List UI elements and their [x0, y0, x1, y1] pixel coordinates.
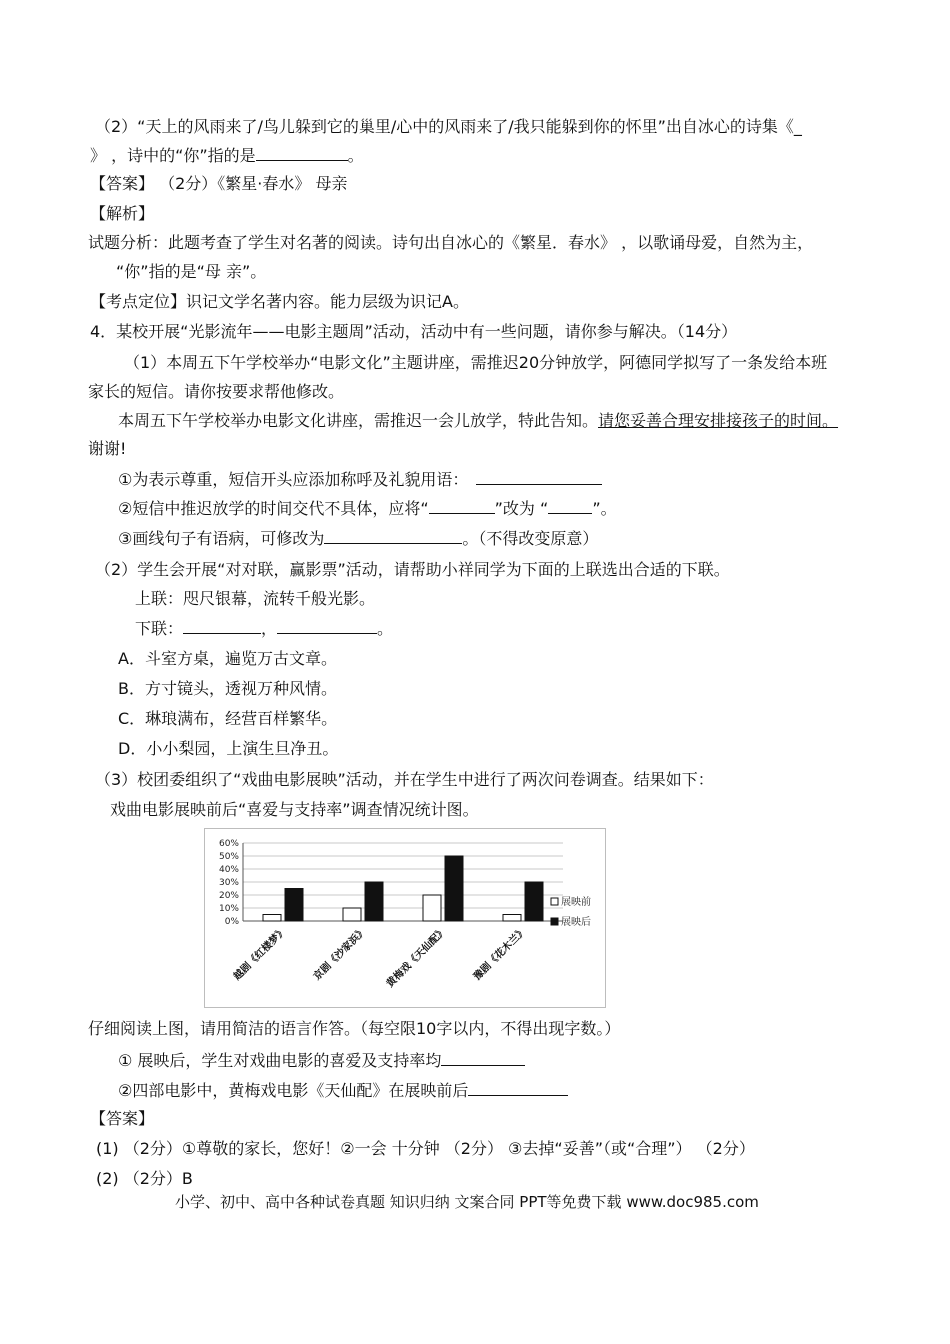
analysis-line1: 试题分析：此题考查了学生对名著的阅读。诗句出自冰心的《繁星．春水》 ，以歌诵母爱，自然为主， [88, 233, 814, 252]
y-tick-label: 40% [218, 865, 239, 875]
q4-p1-line2: 家长的短信。请你按要求帮他修改。 [88, 382, 345, 401]
poem-question-line2-start: 》 ，诗中的“你”指的是 [90, 146, 256, 165]
xialian [135, 617, 393, 640]
category-label: 京剧《沙家浜》 [311, 925, 370, 983]
y-tick-label: 60% [218, 839, 239, 849]
answer-text: （2分）《繁星·春水》 母亲 [159, 174, 348, 193]
y-tick-label: 30% [218, 878, 239, 888]
answer-2-line2: (2) （2分）B [96, 1169, 193, 1188]
chart-question-2-text: ②四部电影中，黄梅戏电影《天仙配》在展映前后 [118, 1081, 469, 1100]
legend-label-after: 展映后 [561, 917, 591, 928]
sms-end: 谢谢! [88, 439, 127, 458]
sub-question-1 [118, 468, 602, 491]
answer-blank[interactable] [441, 1049, 525, 1066]
y-tick-label: 50% [218, 852, 239, 862]
y-tick-label: 20% [218, 891, 239, 901]
sub-question-3-b: 。（不得改变原意） [462, 529, 599, 548]
option-c: C．琳琅满布，经营百样繁华。 [118, 709, 338, 728]
legend-swatch-after [551, 918, 558, 925]
xialian-comma: ， [261, 619, 278, 638]
q4-title: 4．某校开展“光影流年——电影主题周”活动，活动中有一些问题，请你参与解决。（14分） [90, 322, 738, 341]
option-d: D．小小梨园，上演生旦净丑。 [118, 739, 339, 758]
sms-text [118, 410, 838, 432]
q4-p2-title: （2）学生会开展“对对联，赢影票”活动，请帮助小祥同学为下面的上联选出合适的下联。 [95, 560, 730, 579]
sub-question-2-b: ”改为 “ [494, 499, 549, 518]
answer-blank[interactable] [468, 1079, 568, 1096]
sub-question-3 [118, 527, 598, 550]
q4-p3-line1: （3）校团委组织了“戏曲电影展映”活动，并在学生中进行了两次问卷调查。结果如下： [95, 770, 714, 789]
legend-label-before: 展映前 [561, 897, 591, 908]
poem-question-line2 [90, 144, 364, 167]
answer-1 [90, 173, 347, 195]
answer-blank[interactable] [277, 617, 377, 634]
sms-text-plain: 本周五下午学校举办电影文化讲座，需推迟一会儿放学，特此告知。 [118, 411, 599, 430]
answer-blank[interactable] [548, 497, 592, 514]
sub-question-2-a: ②短信中推迟放学的时间交代不具体，应将“ [118, 499, 429, 518]
kaodian-line: 【考点定位】识记文学名著内容。能力层级为识记A。 [90, 292, 469, 311]
answer-blank[interactable] [476, 468, 602, 485]
q4-p3-line2: 戏曲电影展映前后“喜爱与支持率”调查情况统计图。 [110, 800, 479, 819]
analysis-label: 【解析】 [90, 204, 155, 223]
bar-before [343, 908, 361, 921]
legend-swatch-before [551, 898, 558, 905]
category-label: 黄梅戏《天仙配》 [384, 925, 450, 990]
xialian-end: 。 [377, 619, 394, 638]
after-chart-instruction: 仔细阅读上图，请用简洁的语言作答。（每空限10字以内，不得出现字数。） [88, 1019, 621, 1038]
sms-underlined: 请您妥善合理安排接孩子的时间。 [598, 411, 839, 430]
y-tick-label: 10% [218, 904, 239, 914]
poem-question-line2-end: 。 [347, 146, 364, 165]
page-footer: 小学、初中、高中各种试卷真题 知识归纳 文案合同 PPT等免费下载 www.doc985.com [175, 1193, 759, 1211]
q4-p1-line1: （1）本周五下午学校举办“电影文化”主题讲座，需推迟20分钟放学，阿德同学拟写了一条发给本班 [124, 353, 828, 372]
shanglian: 上联：咫尺银幕，流转千般光影。 [135, 589, 376, 608]
chart-question-1 [118, 1049, 525, 1072]
analysis-line2: “你”指的是“母 亲”。 [116, 262, 267, 281]
answer-blank[interactable] [183, 617, 261, 634]
answer-blank[interactable] [324, 527, 462, 544]
sub-question-1-text: ①为表示尊重，短信开头应添加称呼及礼貌用语： [118, 470, 469, 489]
chart-question-2 [118, 1079, 568, 1102]
answer-blank[interactable] [429, 497, 495, 514]
category-label: 豫剧《花木兰》 [471, 925, 530, 983]
bar-before [503, 915, 521, 922]
chart-question-1-text: ① 展映后，学生对戏曲电影的喜爱及支持率均 [118, 1051, 442, 1070]
bar-chart-frame [204, 828, 606, 1008]
answer-2-line1: (1) （2分）①尊敬的家长，您好！②一会 十分钟 （2分） ③去掉“妥善”（或“合理”） （2分） [96, 1139, 755, 1158]
sub-question-2 [118, 497, 617, 520]
answer-blank[interactable] [256, 144, 348, 161]
bar-after [285, 889, 303, 922]
category-label: 越剧《红楼梦》 [231, 925, 290, 983]
answer-label: 【答案】 [90, 174, 155, 193]
xialian-label: 下联： [135, 619, 184, 638]
option-b: B．方寸镜头，透视万种风情。 [118, 679, 337, 698]
bar-chart [205, 829, 605, 1007]
option-a: A．斗室方桌，遍览万古文章。 [118, 649, 337, 668]
sub-question-2-c: ”。 [592, 499, 617, 518]
answer-2-label: 【答案】 [90, 1109, 155, 1128]
bar-before [423, 895, 441, 921]
sub-question-3-a: ③画线句子有语病，可修改为 [118, 529, 325, 548]
bar-before [263, 915, 281, 922]
y-tick-label: 0% [224, 917, 239, 927]
bar-after [365, 882, 383, 921]
poem-question-line1: （2）“天上的风雨来了/鸟儿躲到它的巢里/心中的风雨来了/我只能躲到你的怀里”出自冰心的诗集《_ [95, 117, 802, 136]
bar-after [525, 882, 543, 921]
bar-after [445, 856, 463, 921]
